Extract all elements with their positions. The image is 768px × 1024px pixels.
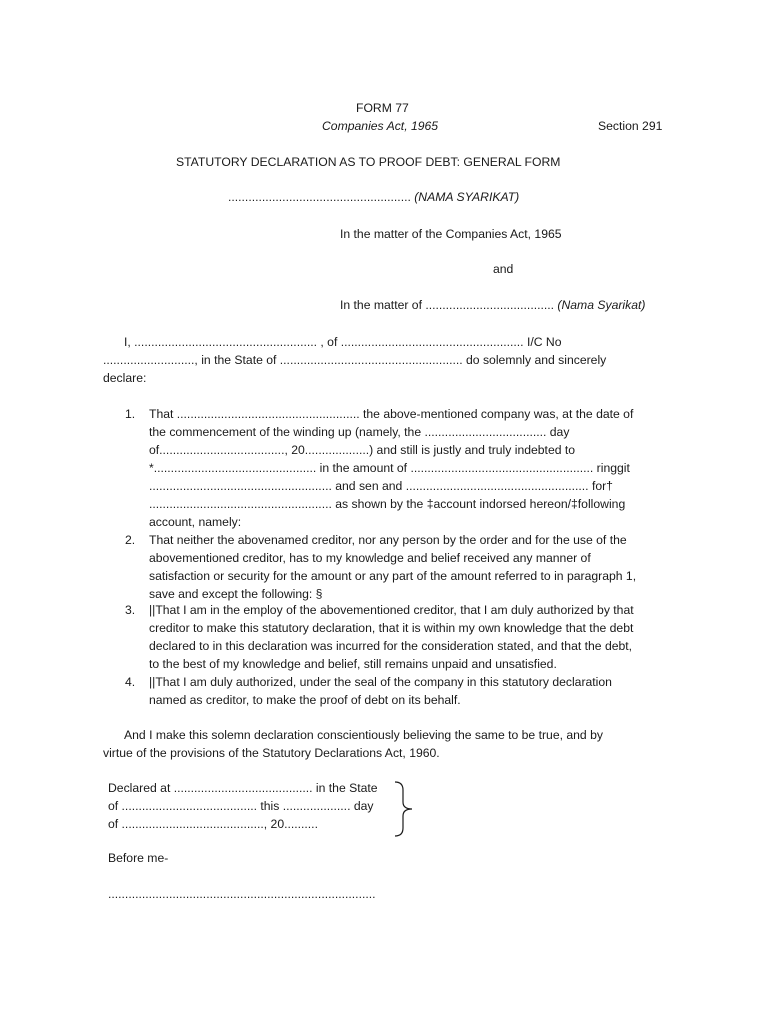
item-line: ...................................................... and sen and ...................................................... for† bbox=[149, 479, 613, 493]
closing-line: virtue of the provisions of the Statutory Declarations Act, 1960. bbox=[103, 746, 440, 760]
item-line: declared to in this declaration was incurred for the consideration stated, and that the debt, bbox=[149, 639, 633, 653]
and-connector: and bbox=[493, 262, 514, 276]
curly-brace bbox=[392, 780, 418, 838]
form-number: FORM 77 bbox=[356, 101, 409, 115]
item-line: satisfaction or security for the amount or any part of the amount referred to in paragraph 1, bbox=[149, 569, 637, 583]
declared-line: Declared at ......................................... in the State bbox=[108, 781, 378, 795]
item-line: account, namely: bbox=[149, 515, 242, 529]
company-label: (NAMA SYARIKAT) bbox=[414, 190, 520, 204]
item-number: 3. bbox=[125, 603, 136, 617]
company-dots: ...................................................... bbox=[228, 190, 411, 204]
before-me: Before me- bbox=[108, 851, 169, 865]
item-number: 2. bbox=[125, 533, 136, 547]
item-line: named as creditor, to make the proof of debt on its behalf. bbox=[149, 693, 461, 707]
matter-company-prefix: In the matter of ...................................... bbox=[340, 298, 555, 312]
act-name: Companies Act, 1965 bbox=[322, 119, 439, 133]
company-name-line bbox=[228, 190, 519, 204]
item-line: save and except the following: § bbox=[149, 587, 323, 601]
intro-line: declare: bbox=[103, 371, 147, 385]
item-line: to the best of my knowledge and belief, still remains unpaid and unsatisfied. bbox=[149, 657, 557, 671]
item-line: That ...................................................... the above-mentioned company was, at the date of bbox=[149, 407, 634, 421]
declared-line: of .........................................., 20.......... bbox=[108, 817, 318, 831]
intro-line: I, ...................................................... , of ...................................................... I/C No bbox=[124, 335, 562, 349]
form-title: STATUTORY DECLARATION AS TO PROOF DEBT: GENERAL FORM bbox=[176, 155, 561, 169]
declared-line: of ........................................ this .................... day bbox=[108, 799, 374, 813]
item-line: abovementioned creditor, has to my knowledge and belief received any manner of bbox=[149, 551, 591, 565]
matter-companies-act: In the matter of the Companies Act, 1965 bbox=[340, 227, 562, 241]
item-line: That neither the abovenamed creditor, nor any person by the order and for the use of the bbox=[149, 533, 627, 547]
item-line: ||That I am in the employ of the abovementioned creditor, that I am duly authorized by that bbox=[149, 603, 634, 617]
section-number: Section 291 bbox=[598, 119, 663, 133]
matter-company-label: (Nama Syarikat) bbox=[557, 298, 646, 312]
closing-line: And I make this solemn declaration conscientiously believing the same to be true, and by bbox=[124, 728, 603, 742]
item-number: 1. bbox=[125, 407, 136, 421]
item-line: of....................................., 20...................) and still is justly and truly indebted to bbox=[149, 443, 576, 457]
signature-line: ............................................................................... bbox=[108, 887, 376, 901]
intro-line: ..........................., in the State of ...................................................... do solemnly and sincerely bbox=[103, 353, 607, 367]
item-line: the commencement of the winding up (namely, the .................................... day bbox=[149, 425, 570, 439]
item-line: *................................................ in the amount of ...................................................... ringgit bbox=[149, 461, 630, 475]
item-line: creditor to make this statutory declaration, that it is within my own knowledge that the debt bbox=[149, 621, 634, 635]
item-line: ...................................................... as shown by the ‡account indorsed hereon/‡following bbox=[149, 497, 626, 511]
item-number: 4. bbox=[125, 675, 136, 689]
matter-company bbox=[340, 298, 645, 312]
item-line: ||That I am duly authorized, under the seal of the company in this statutory declaration bbox=[149, 675, 612, 689]
